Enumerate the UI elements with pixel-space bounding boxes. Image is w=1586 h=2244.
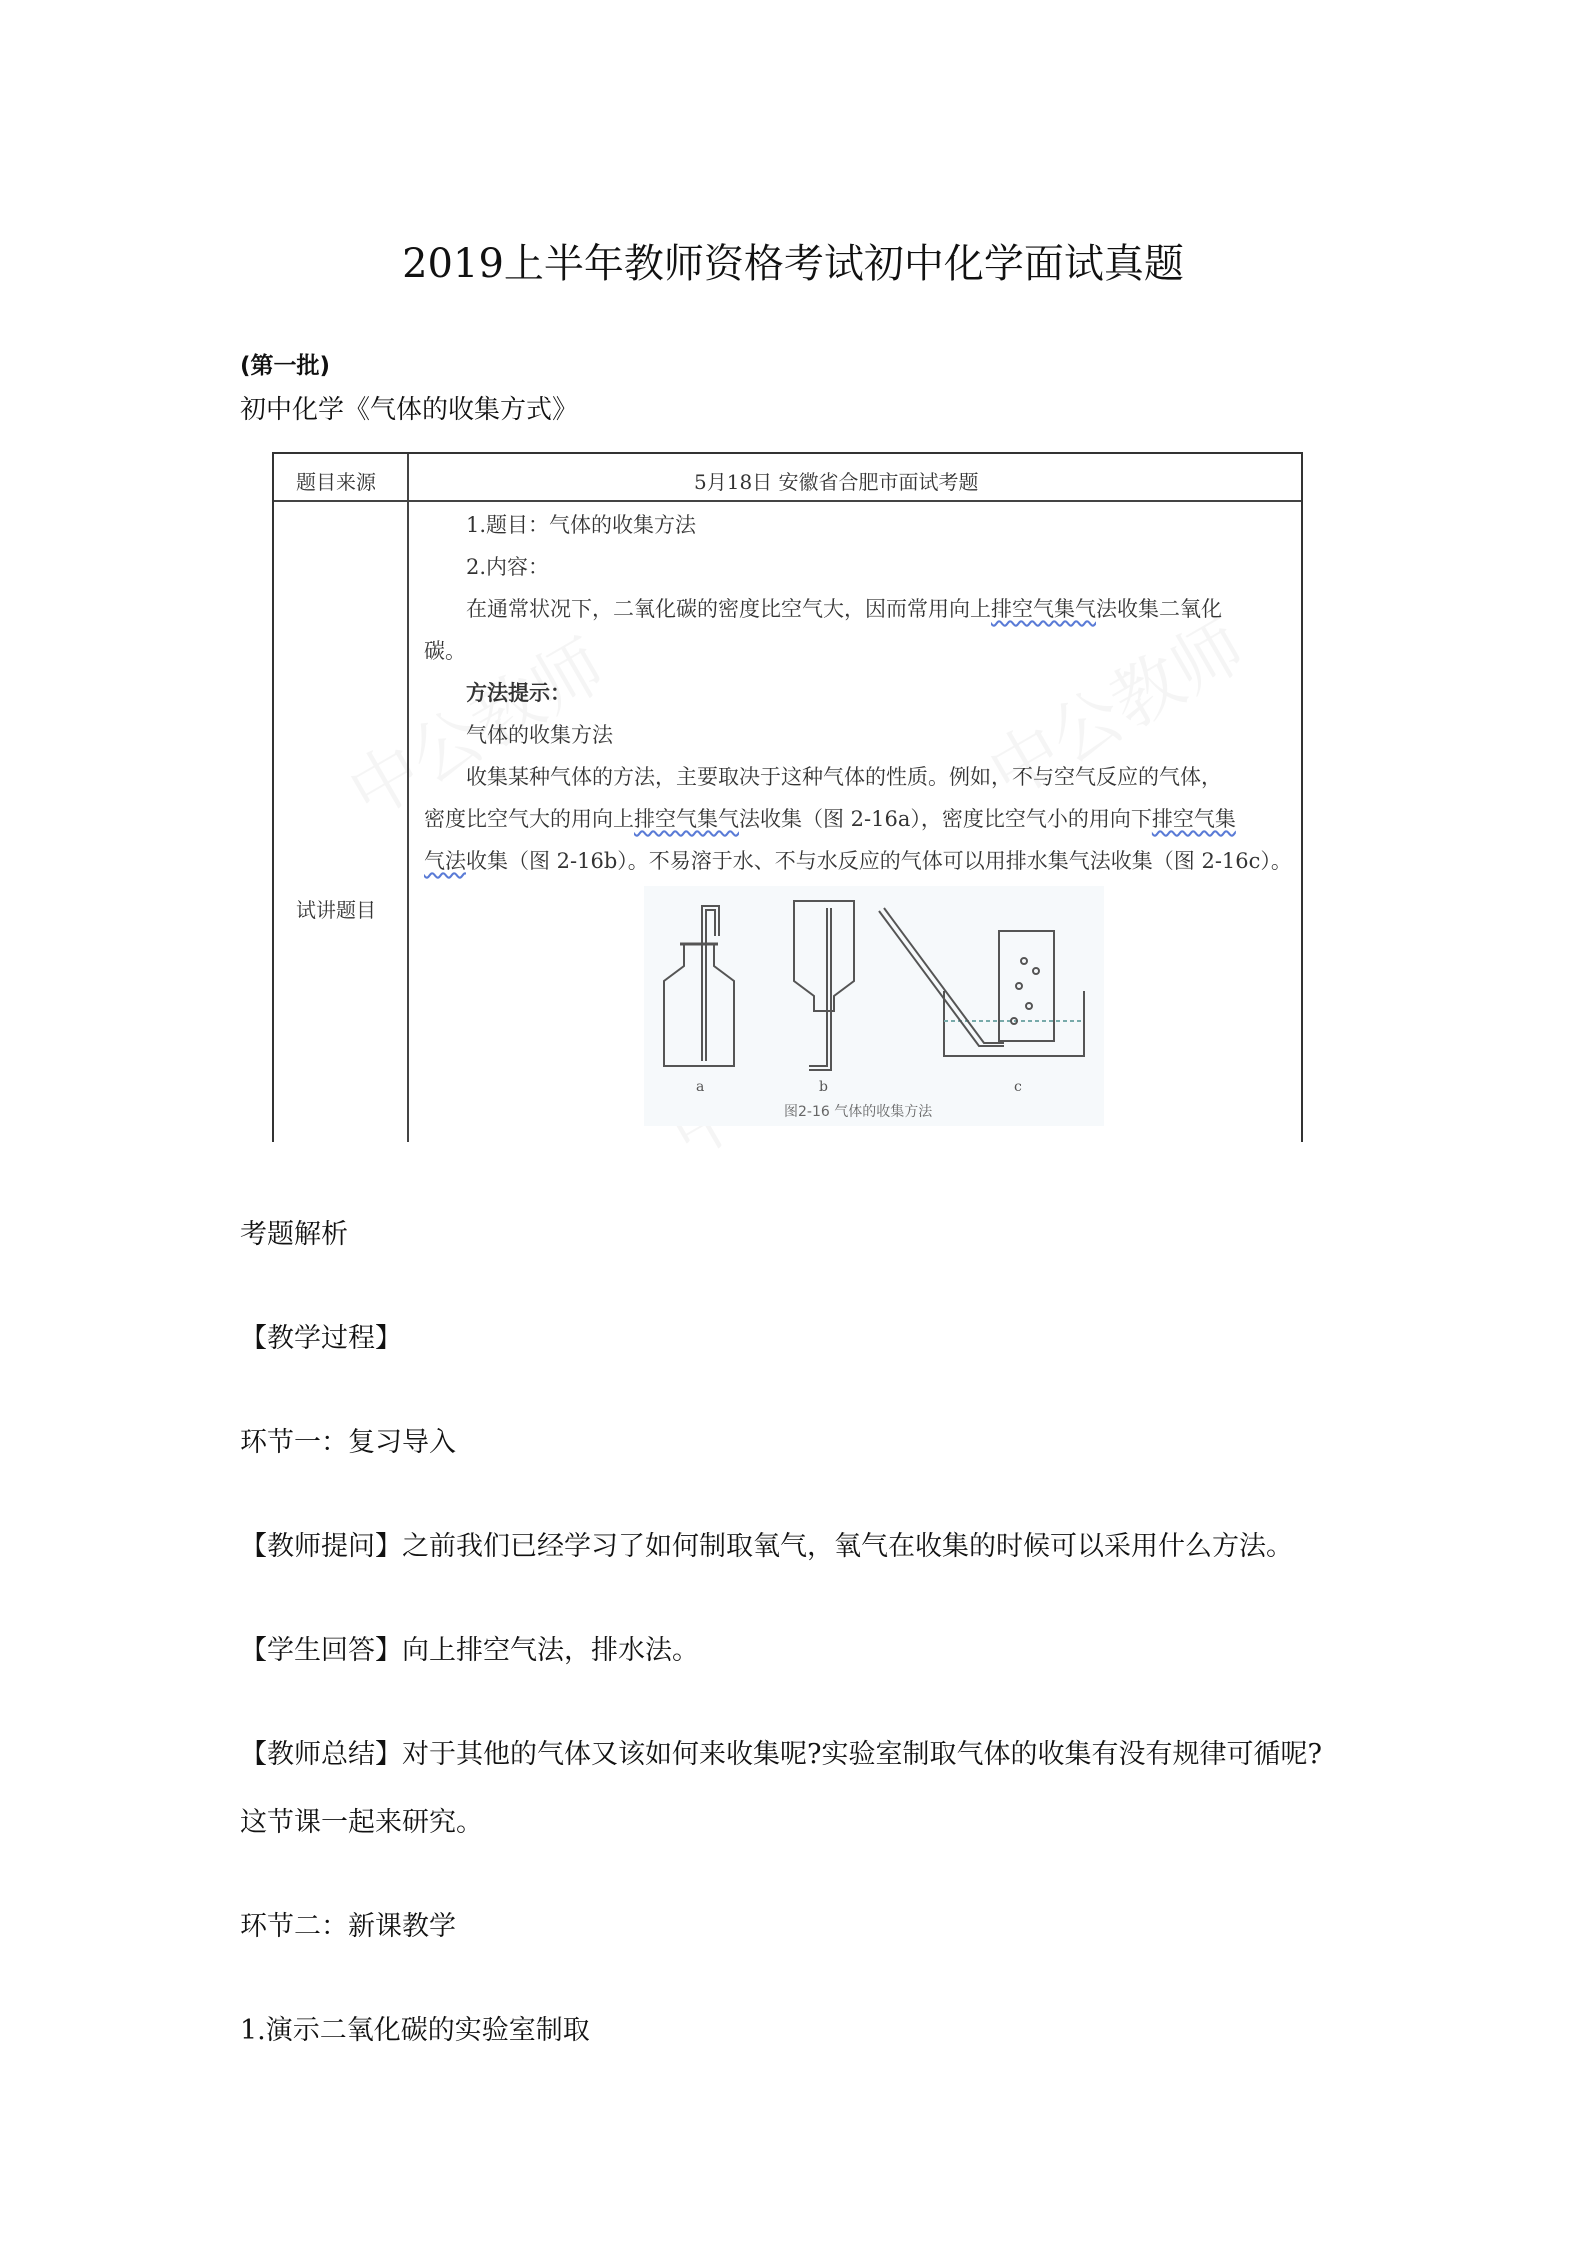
content-line: 方法提示： [466, 681, 571, 705]
process-heading: 【教学过程】 [240, 1323, 402, 1354]
analysis-heading: 考题解析 [240, 1219, 348, 1250]
question-table [272, 452, 1303, 1142]
figure-caption: 图2-16 气体的收集方法 [784, 1104, 933, 1120]
subtitle: 初中化学《气体的收集方式》 [240, 395, 579, 425]
content-line: 在通常状况下，二氧化碳的密度比空气大，因而常用向上排空气集气法收集二氧化 [466, 597, 1222, 621]
teacher-question: 【教师提问】之前我们已经学习了如何制取氧气，氧气在收集的时候可以采用什么方法。 [240, 1531, 1293, 1562]
teacher-summary: 【教师总结】对于其他的气体又该如何来收集呢?实验室制取气体的收集有没有规律可循呢? [240, 1739, 1322, 1770]
topic-label: 试讲题目 [296, 898, 376, 922]
figure-label-c: c [1014, 1079, 1022, 1095]
table-row-divider [274, 500, 1301, 502]
page-title: 2019上半年教师资格考试初中化学面试真题 [402, 241, 1184, 287]
figure-label-b: b [819, 1079, 828, 1095]
teacher-summary-cont: 这节课一起来研究。 [240, 1807, 483, 1838]
content-line: 2.内容： [466, 555, 550, 579]
figure-label-a: a [696, 1079, 705, 1095]
content-line: 气法收集（图 2-16b）。不易溶于水、不与水反应的气体可以用排水集气法收集（图 2-16c）。 [424, 849, 1292, 873]
content-line: 1.题目：气体的收集方法 [466, 513, 697, 537]
content-line: 碳。 [424, 639, 466, 663]
source-label: 题目来源 [296, 470, 376, 494]
batch-label: (第一批) [240, 353, 331, 379]
content-line: 收集某种气体的方法，主要取决于这种气体的性质。例如，不与空气反应的气体， [466, 765, 1222, 789]
student-answer: 【学生回答】向上排空气法，排水法。 [240, 1635, 699, 1666]
content-line: 密度比空气大的用向上排空气集气法收集（图 2-16a），密度比空气小的用向下排空气集 [424, 807, 1236, 831]
gas-collection-figure [644, 886, 1104, 1126]
step1-heading: 环节一：复习导入 [240, 1427, 456, 1458]
content-line: 气体的收集方法 [466, 723, 613, 747]
source-value: 5月18日 安徽省合肥市面试考题 [694, 470, 979, 494]
table-column-divider [407, 454, 409, 1142]
item1: 1.演示二氧化碳的实验室制取 [240, 2015, 590, 2046]
step2-heading: 环节二：新课教学 [240, 1911, 456, 1942]
